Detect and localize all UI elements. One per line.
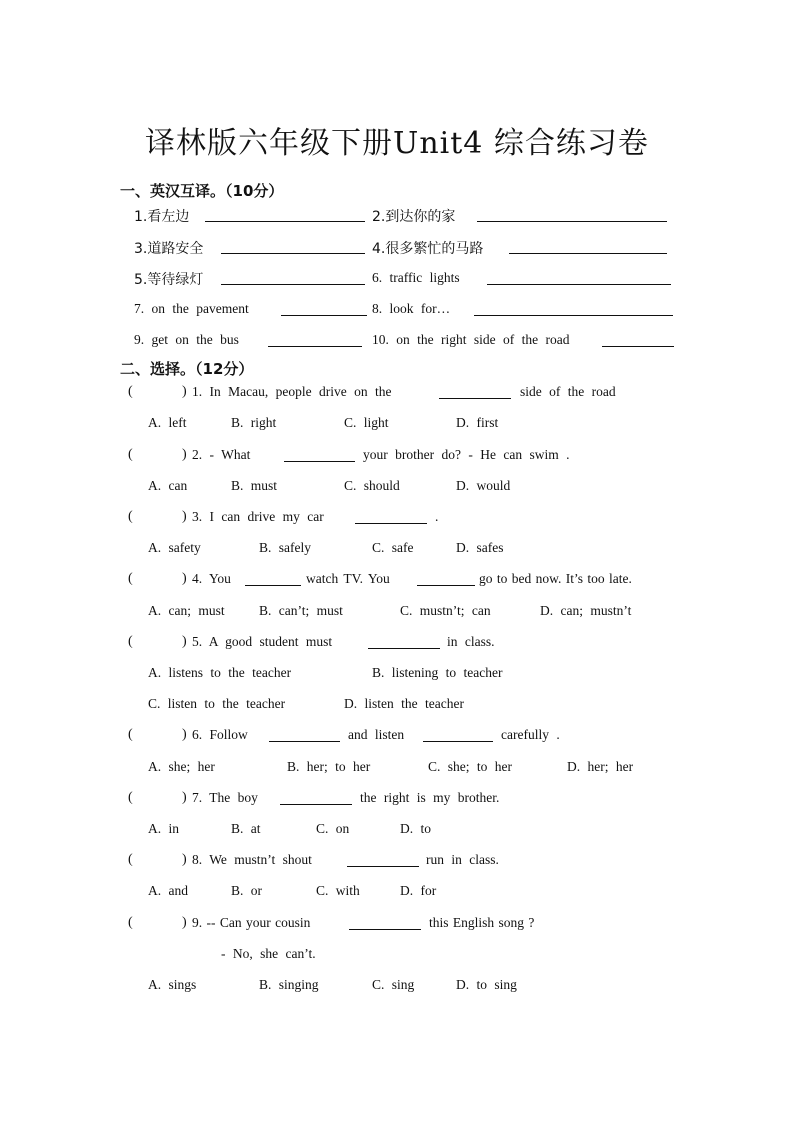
question-stem: 3. I can drive my car: [192, 509, 324, 524]
answer-blank-7[interactable]: [281, 315, 367, 316]
option-a[interactable]: A. and: [148, 883, 188, 898]
question-stem-end: go to bed now. It’s too late.: [479, 571, 632, 586]
translation-item-1: 1.看左边: [134, 209, 190, 225]
question-stem-end: your brother do? - He can swim .: [363, 447, 570, 462]
option-d[interactable]: D. listen the teacher: [344, 696, 464, 711]
translation-item-8: 8. look for…: [372, 301, 451, 316]
question-stem: 2. - What: [192, 447, 251, 462]
translation-item-9: 9. get on the bus: [134, 332, 239, 347]
question-stem: 6. Follow: [192, 727, 248, 742]
question-stem-end: run in class.: [426, 852, 499, 867]
answer-paren-close: ): [182, 384, 187, 399]
option-b[interactable]: B. safely: [259, 540, 311, 555]
translation-item-5: 5.等待绿灯: [134, 272, 204, 288]
option-c[interactable]: C. mustn’t; can: [400, 603, 491, 618]
answer-paren-open: (: [128, 571, 133, 586]
answer-paren-open: (: [128, 509, 133, 524]
option-a[interactable]: A. she; her: [148, 759, 215, 774]
question-stem-mid: and listen: [348, 727, 405, 742]
question-stem: 8. We mustn’t shout: [192, 852, 312, 867]
question-blank[interactable]: [355, 523, 427, 524]
option-d[interactable]: D. to: [400, 821, 431, 836]
question-blank[interactable]: [368, 648, 440, 649]
answer-blank-9[interactable]: [268, 346, 362, 347]
question-blank-2[interactable]: [417, 585, 475, 586]
option-b[interactable]: B. right: [231, 415, 277, 430]
option-d[interactable]: D. her; her: [567, 759, 634, 774]
question-stem-end: the right is my brother.: [360, 790, 500, 805]
option-a[interactable]: A. listens to the teacher: [148, 665, 292, 680]
answer-paren-close: ): [182, 571, 187, 586]
translation-item-4: 4.很多繁忙的马路: [372, 241, 484, 257]
question-stem-end: side of the road: [520, 384, 616, 399]
question-blank[interactable]: [280, 804, 352, 805]
option-b[interactable]: B. listening to teacher: [372, 665, 503, 680]
answer-paren-open: (: [128, 790, 133, 805]
question-reply: - No, she can’t.: [221, 946, 316, 961]
option-b[interactable]: B. singing: [259, 977, 319, 992]
answer-blank-6[interactable]: [487, 284, 671, 285]
answer-paren-close: ): [182, 509, 187, 524]
option-b[interactable]: B. can’t; must: [259, 603, 343, 618]
option-b[interactable]: B. her; to her: [287, 759, 371, 774]
question-blank[interactable]: [439, 398, 511, 399]
option-c[interactable]: C. light: [344, 415, 389, 430]
answer-paren-open: (: [128, 915, 133, 930]
option-a[interactable]: A. left: [148, 415, 187, 430]
question-stem-end: in class.: [447, 634, 495, 649]
question-stem-mid: watch TV. You: [306, 571, 390, 586]
option-d[interactable]: D. first: [456, 415, 499, 430]
option-d[interactable]: D. for: [400, 883, 437, 898]
answer-paren-open: (: [128, 447, 133, 462]
answer-paren-close: ): [182, 790, 187, 805]
option-c[interactable]: C. with: [316, 883, 360, 898]
answer-blank-1[interactable]: [205, 221, 365, 222]
option-b[interactable]: B. or: [231, 883, 262, 898]
answer-blank-5[interactable]: [221, 284, 365, 285]
option-c[interactable]: C. she; to her: [428, 759, 512, 774]
question-blank-2[interactable]: [423, 741, 493, 742]
option-d[interactable]: D. can; mustn’t: [540, 603, 632, 618]
question-stem: 4. You: [192, 571, 231, 586]
question-stem: 5. A good student must: [192, 634, 333, 649]
option-c[interactable]: C. safe: [372, 540, 414, 555]
answer-paren-close: ): [182, 852, 187, 867]
option-a[interactable]: A. in: [148, 821, 179, 836]
question-blank-1[interactable]: [269, 741, 340, 742]
translation-item-6: 6. traffic lights: [372, 270, 460, 285]
question-stem: 9. -- Can your cousin: [192, 915, 311, 930]
answer-blank-3[interactable]: [221, 253, 365, 254]
question-blank[interactable]: [284, 461, 355, 462]
option-d[interactable]: D. would: [456, 478, 511, 493]
section-heading-translation: 一、英汉互译。（10分）: [120, 182, 284, 200]
answer-blank-4[interactable]: [509, 253, 667, 254]
question-stem-end: carefully .: [501, 727, 560, 742]
answer-paren-open: (: [128, 384, 133, 399]
answer-paren-close: ): [182, 447, 187, 462]
question-stem: 7. The boy: [192, 790, 258, 805]
option-a[interactable]: A. sings: [148, 977, 197, 992]
option-c[interactable]: C. on: [316, 821, 350, 836]
option-b[interactable]: B. at: [231, 821, 261, 836]
section-heading-choice: 二、选择。（12分）: [120, 360, 254, 378]
translation-item-10: 10. on the right side of the road: [372, 332, 570, 347]
option-c[interactable]: C. should: [344, 478, 400, 493]
question-blank[interactable]: [347, 866, 419, 867]
question-stem: 1. In Macau, people drive on the: [192, 384, 392, 399]
option-a[interactable]: A. safety: [148, 540, 201, 555]
option-c[interactable]: C. sing: [372, 977, 415, 992]
answer-blank-8[interactable]: [474, 315, 673, 316]
answer-blank-2[interactable]: [477, 221, 667, 222]
question-blank-1[interactable]: [245, 585, 301, 586]
question-stem-end: this English song ?: [429, 915, 535, 930]
answer-paren-open: (: [128, 727, 133, 742]
option-d[interactable]: D. safes: [456, 540, 504, 555]
option-b[interactable]: B. must: [231, 478, 278, 493]
translation-item-2: 2.到达你的家: [372, 209, 456, 225]
option-c[interactable]: C. listen to the teacher: [148, 696, 286, 711]
option-a[interactable]: A. can; must: [148, 603, 225, 618]
answer-blank-10[interactable]: [602, 346, 674, 347]
answer-paren-open: (: [128, 852, 133, 867]
translation-item-3: 3.道路安全: [134, 241, 204, 257]
answer-paren-close: ): [182, 634, 187, 649]
question-stem-end: .: [435, 509, 439, 524]
answer-paren-close: ): [182, 915, 187, 930]
question-blank[interactable]: [349, 929, 421, 930]
option-d[interactable]: D. to sing: [456, 977, 517, 992]
page-title: 译林版六年级下册Unit4 综合练习卷: [145, 126, 649, 161]
option-a[interactable]: A. can: [148, 478, 188, 493]
answer-paren-open: (: [128, 634, 133, 649]
translation-item-7: 7. on the pavement: [134, 301, 249, 316]
answer-paren-close: ): [182, 727, 187, 742]
